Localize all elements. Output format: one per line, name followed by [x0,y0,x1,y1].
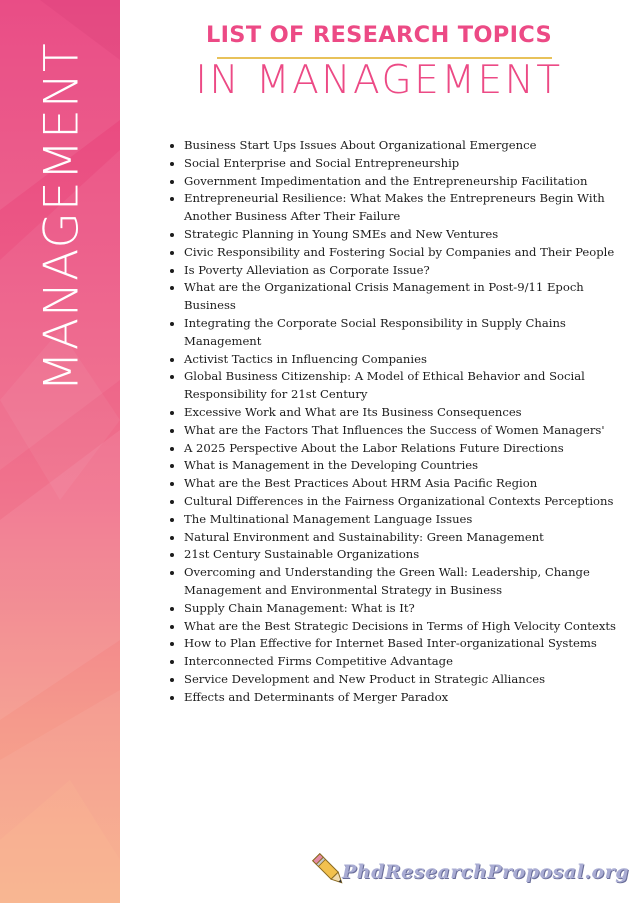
list-item: • Activist Tactics in Influencing Companies [184,351,624,369]
list-item: • What is Management in the Developing Countries [184,457,624,475]
list-item: • Strategic Planning in Young SMEs and New Ventures [184,226,624,244]
list-item: • Supply Chain Management: What is It? [184,600,624,618]
list-item: • Social Enterprise and Social Entrepreneurship [184,155,624,173]
list-item: • A 2025 Perspective About the Labor Relations Future Directions [184,440,624,458]
list-item: • Overcoming and Understanding the Green Wall: Leadership, Change Management and Environmental Strategy in Business [184,564,624,600]
list-item: • Integrating the Corporate Social Responsibility in Supply Chains Management [184,315,624,351]
page-title: LIST OF RESEARCH TOPICS [206,22,552,48]
list-item: • How to Plan Effective for Internet Based Inter-organizational Systems [184,635,624,653]
footer-brand[interactable] [312,846,632,892]
list-item: • Civic Responsibility and Fostering Social by Companies and Their People [184,244,624,262]
list-item: • What are the Best Strategic Decisions in Terms of High Velocity Contexts [184,618,624,636]
list-item: • Effects and Determinants of Merger Paradox [184,689,624,707]
list-item: • 21st Century Sustainable Organizations [184,546,624,564]
brand-name[interactable]: PhdResearchProposal.org [342,861,629,883]
list-item: • Excessive Work and What are Its Business Consequences [184,404,624,422]
sidebar-panel [0,0,120,903]
list-item: • What are the Best Practices About HRM Asia Pacific Region [184,475,624,493]
list-item: • Business Start Ups Issues About Organizational Emergence [184,137,624,155]
list-item: • Is Poverty Alleviation as Corporate Issue? [184,262,624,280]
list-item: • Government Impedimentation and the Entrepreneurship Facilitation [184,173,624,191]
list-item: • Service Development and New Product in Strategic Alliances [184,671,624,689]
list-item: • Entrepreneurial Resilience: What Makes the Entrepreneurs Begin With Another Business After Their Failure [184,190,624,226]
pencil-icon [312,850,346,890]
list-item: • Cultural Differences in the Fairness Organizational Contexts Perceptions [184,493,624,511]
topic-list [168,137,624,707]
sidebar-title: MANAGEMENT [34,42,90,392]
list-item: • What are the Organizational Crisis Management in Post-9/11 Epoch Business [184,279,624,315]
list-item: • Global Business Citizenship: A Model of Ethical Behavior and Social Responsibility for 21st Century [184,368,624,404]
page-subtitle: IN MANAGEMENT [195,58,563,103]
list-item: • Interconnected Firms Competitive Advantage [184,653,624,671]
list-item: • The Multinational Management Language Issues [184,511,624,529]
list-item: • Natural Environment and Sustainability: Green Management [184,529,624,547]
list-item: • What are the Factors That Influences the Success of Women Managers' [184,422,624,440]
